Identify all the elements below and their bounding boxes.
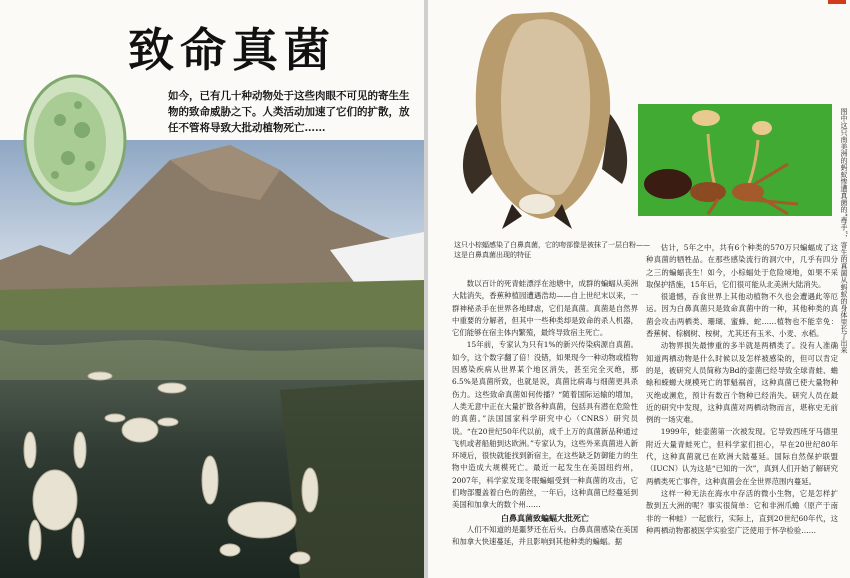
paragraph: 很遗憾，吞食世界上其他动植物不久也会遭遇此等厄运。因为白鼻真菌只是致命真菌中的一种，其他种类的真菌会攻击两栖类、珊瑚、蜜蜂、蛇……植物也不能幸免：香蕉树、棕榈树、桉树，尤其还有玉米、小麦、水稻。 [646, 292, 838, 339]
paragraph: 这样一种无法在海水中存活的微小生物，它是怎样扩散到五大洲的呢？事实很简单：它和非洲爪蟾（原产于南非的一种蛙）一起旅行，实际上，直到20世纪60年代，这种两栖动物都被医学实验室广泛使用于怀孕检验…… [646, 488, 838, 535]
paragraph: 动物界损失最惨重的多半就是两栖类了。没有人准确知道两栖动物是什么时候以及怎样被感染的，但可以肯定的是，被研究人员简称为Bd的壶菌已经导致全球青蛙、蟾蜍和蝾螈大规模死亡的罪魁祸首，这种真菌已使大量物种灭绝或濒危，预计有数百个物种已经消失。研究人员在最近的研究中发现，这种真菌对两栖动物而言，堪称史无前例的一场灾难。 [646, 341, 838, 425]
text-column-1 [452, 278, 638, 549]
text-column-2 [646, 242, 838, 537]
paragraph: 15年前，专家认为只有1%的新兴传染病源自真菌。如今，这个数字翻了倍！没错，如果现今一种动物或植物因感染疾病从世界某个地区消失，甚至完全灭绝，那6.5%是真菌所致，也就是说，真菌比病毒与细菌更具杀伤力。这些致命真菌如何传播？“随着国际运输的增加，人类无意中正在大量扩散各种真菌，包括具有潜在危险性的真菌。”法国国家科学研究中心（CNRS）研究员说。“在20世纪50年代以前，成千上万的真菌新品种通过飞机或者船舶到达欧洲。”专家认为，这些外来真菌进入新环境后，很快就能找到新宿主，在这些缺乏防御能力的生物中造成大规模死亡。最近一起发生在美国纽约州，2007年，科学家发现冬眠蝙蝠受到一种真菌的攻击，它们吻部覆盖着白色的菌丝，一年后，这种真菌已经蔓延到美国和加拿大的数个州…… [452, 340, 638, 510]
article-intro: 如今，已有几十种动物处于这些肉眼不可见的寄生生物的致命威胁之下。人类活动加速了它们的扩散，放任不管将导致大批动植物死亡…… [168, 90, 410, 134]
ant-fungus-photo [638, 104, 832, 216]
fungus-micrograph [20, 70, 130, 210]
paragraph: 估计，5年之中，共有6个种类的570万只蝙蝠成了这种真菌的牺牲品。在那些感染流行的洞穴中，几乎有四分之三的蝙蝠丧生！如今，小棕蝠处于危险境地，如果不采取保护措施，15年后，它们很可能从北美洲大陆消失。 [646, 243, 838, 289]
paragraph: 数以百计的死青蛙漂浮在池塘中，成群的蝙蝠从美洲大陆消失，香蕉种植园遭遇浩劫——自上世纪末以来，一群神秘杀手在世界各地肆虐，它们是真菌。真菌是自然界中重要的分解者，但其中一些种类却是致命的杀人机器，它们能够在宿主体内繁殖，最终导致宿主死亡。 [452, 279, 638, 338]
article-title: 致命真菌 [128, 23, 336, 77]
section-subheading: 白鼻真菌致蝙蝠大批死亡 [501, 512, 589, 523]
ant-photo-caption: 图中这只南美洲的蚂蚁惨遭真菌的“毒手”，寄生的真菌从蚂蚁的身体里长了出来 [840, 108, 848, 354]
paragraph: 1999年，蛙壶菌第一次被发现。它导致西班牙马德里附近大量青蛙死亡，但科学家们担心，早在20世纪80年代，这种真菌就已在欧洲大陆蔓延。国际自然保护联盟（IUCN）认为这是“已知的一次”，真到人们开始了解研究两栖类死亡事件，这种真菌会在全世界范围内蔓延。 [646, 427, 838, 486]
bat-photo [442, 4, 642, 234]
left-page [0, 0, 424, 578]
paragraph: 人们不知道的是噩梦还在后头。白鼻真菌感染在美国和加拿大快速蔓延，并且影响到其他种类的蝙蝠。据 [452, 524, 638, 547]
right-page [428, 0, 850, 578]
page-corner-mark [828, 0, 846, 4]
bat-photo-caption: 这只小棕蝠感染了白鼻真菌，它的吻部像是被抹了一层白粉——这是白鼻真菌出现的特征 [454, 241, 650, 259]
